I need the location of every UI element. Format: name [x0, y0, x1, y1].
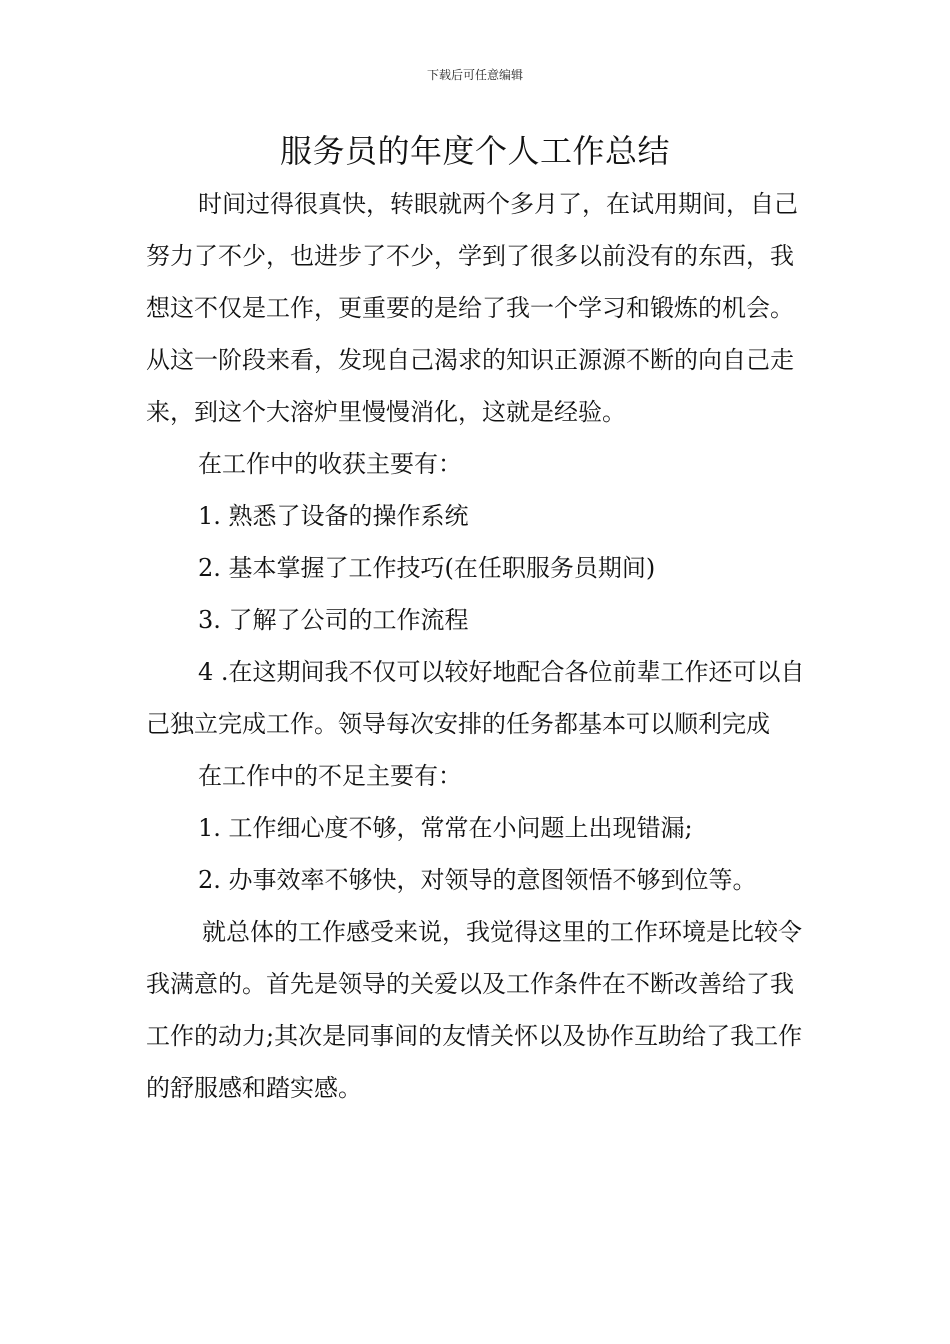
- conclusion-paragraph: 就总体的工作感受来说，我觉得这里的工作环境是比较令我满意的。首先是领导的关爱以及工作条件在不断改善给了我工作的动力;其次是同事间的友情关怀以及协作互助给了我工作的舒服感和踏实感。: [146, 918, 803, 1102]
- document-body: [146, 178, 806, 1114]
- gains-item-2: 2. 基本掌握了工作技巧(在任职服务员期间): [198, 554, 656, 582]
- shortcomings-heading: 在工作中的不足主要有：: [198, 762, 462, 790]
- gains-item-3: 3. 了解了公司的工作流程: [198, 606, 469, 634]
- document-title: 服务员的年度个人工作总结: [279, 132, 670, 170]
- gains-item-4: 4 .在这期间我不仅可以较好地配合各位前辈工作还可以自己独立完成工作。领导每次安排的任务都基本可以顺利完成: [146, 658, 805, 738]
- gains-heading: 在工作中的收获主要有：: [198, 450, 462, 478]
- intro-paragraph: 时间过得很真快，转眼就两个多月了，在试用期间，自己努力了不少，也进步了不少，学到了很多以前没有的东西，我想这不仅是工作，更重要的是给了我一个学习和锻炼的机会。从这一阶段来看，发现自己渴求的知识正源源不断的向自己走来，到这个大溶炉里慢慢消化，这就是经验。: [146, 190, 798, 426]
- shortcomings-item-2: 2. 办事效率不够快，对领导的意图领悟不够到位等。: [198, 866, 757, 894]
- page-header-note: 下载后可任意编辑: [426, 68, 523, 82]
- shortcomings-item-1: 1. 工作细心度不够，常常在小问题上出现错漏;: [198, 814, 693, 842]
- gains-item-1: 1. 熟悉了设备的操作系统: [198, 502, 469, 530]
